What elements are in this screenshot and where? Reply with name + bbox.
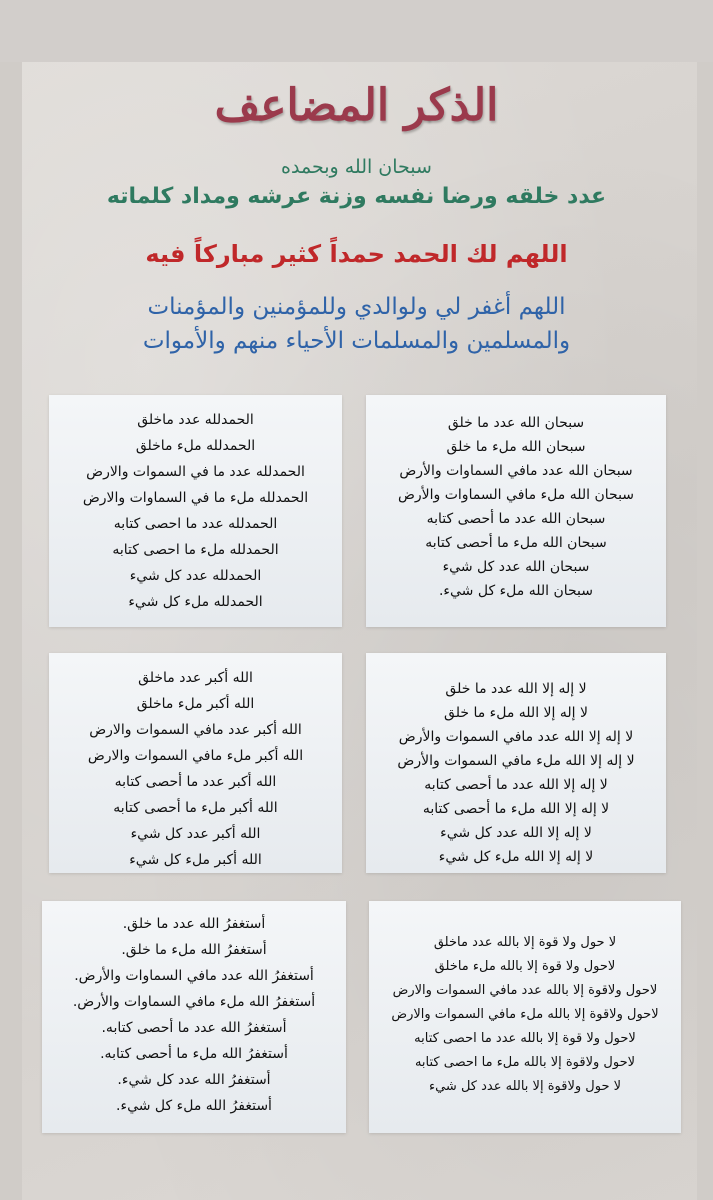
dhikr-line: سبحان الله عدد ما أحصى كتابه bbox=[426, 511, 606, 527]
dhikr-line: لا إله إلا الله عدد كل شيء bbox=[440, 825, 592, 841]
card-istighfar bbox=[42, 901, 346, 1133]
dhikr-line: أستغفرُ الله عدد مافي السماوات والأرض. bbox=[74, 968, 314, 984]
dhikr-line: لا إله إلا الله ملء ما أحصى كتابه bbox=[422, 801, 610, 817]
dhikr-line: الحمدلله ملء ما في السماوات والارض bbox=[82, 490, 309, 506]
dhikr-line: الحمدلله عدد ما في السموات والارض bbox=[86, 464, 305, 480]
dhikr-line: الله أكبر عدد مافي السموات والارض bbox=[89, 722, 302, 738]
dhikr-line: أستغفرُ الله ملء ما خلق. bbox=[121, 942, 267, 958]
dhikr-list bbox=[49, 395, 342, 615]
dhikr-line: الحمدلله ملء ما احصى كتابه bbox=[112, 542, 279, 558]
dhikr-line: سبحان الله ملء ما خلق bbox=[446, 439, 586, 455]
dua-line-2: والمسلمين والمسلمات الأحياء منهم والأموات bbox=[142, 328, 571, 354]
dhikr-line: سبحان الله ملء ما أحصى كتابه bbox=[425, 535, 607, 551]
dhikr-line: أستغفرُ الله عدد ما أحصى كتابه. bbox=[101, 1020, 287, 1036]
top-bar bbox=[0, 0, 713, 62]
subtitle-line-2: عدد خلقه ورضا نفسه وزنة عرشه ومداد كلماته bbox=[106, 184, 607, 209]
dhikr-line: الله أكبر عدد ماخلق bbox=[138, 670, 253, 686]
dhikr-line: الحمدلله عدد كل شيء bbox=[129, 568, 262, 584]
dhikr-list bbox=[369, 901, 681, 1099]
right-border bbox=[697, 62, 713, 1200]
dhikr-line: سبحان الله عدد ما خلق bbox=[447, 415, 585, 431]
dhikr-line: لاحول ولاقوة إلا بالله ملء مافي السموات والارض bbox=[391, 1007, 659, 1022]
hamd-line: اللهم لك الحمد حمداً كثير مباركاً فيه bbox=[145, 240, 568, 268]
dhikr-line: سبحان الله عدد كل شيء bbox=[442, 559, 590, 575]
dhikr-line: أستغفرُ الله ملء ما أحصى كتابه. bbox=[100, 1046, 288, 1062]
card-tahlil bbox=[366, 653, 666, 873]
dhikr-line: لا إله إلا الله ملء مافي السموات والأرض bbox=[397, 753, 635, 769]
dhikr-list bbox=[42, 901, 346, 1119]
card-takbir bbox=[49, 653, 342, 873]
dhikr-line: الله أكبر ملء ما أحصى كتابه bbox=[113, 800, 278, 816]
dhikr-line: لاحول ولاقوة إلا بالله عدد مافي السموات والارض bbox=[392, 983, 658, 998]
dhikr-line: أستغفرُ الله عدد كل شيء. bbox=[117, 1072, 271, 1088]
dhikr-line: الحمدلله ملء كل شيء bbox=[128, 594, 263, 610]
dhikr-line: لاحول ولا قوة إلا بالله ملء ماخلق bbox=[434, 959, 616, 974]
subtitle-line-1: سبحان الله وبحمده bbox=[281, 156, 432, 178]
dhikr-line: الله أكبر عدد ما أحصى كتابه bbox=[114, 774, 277, 790]
dhikr-line: الله أكبر عدد كل شيء bbox=[130, 826, 261, 842]
dhikr-line: الحمدلله عدد ما احصى كتابه bbox=[113, 516, 278, 532]
dhikr-line: لا إله إلا الله ملء كل شيء bbox=[438, 849, 594, 865]
dhikr-list bbox=[49, 653, 342, 873]
card-tahmid bbox=[49, 395, 342, 627]
dhikr-line: سبحان الله ملء مافي السماوات والأرض bbox=[397, 487, 635, 503]
dhikr-line: الحمدلله عدد ماخلق bbox=[137, 412, 254, 428]
dhikr-line: لا إله إلا الله عدد ما أحصى كتابه bbox=[424, 777, 608, 793]
dhikr-list bbox=[366, 395, 666, 603]
dhikr-line: لا حول ولاقوة إلا بالله عدد كل شيء bbox=[428, 1079, 622, 1094]
dhikr-line: الله أكبر ملء كل شيء bbox=[129, 852, 262, 868]
dhikr-line: الله أكبر ملء ماخلق bbox=[136, 696, 255, 712]
dhikr-line: لا إله إلا الله عدد ما خلق bbox=[445, 681, 587, 697]
dhikr-line: سبحان الله ملء كل شيء. bbox=[438, 583, 594, 599]
dhikr-line: لا إله إلا الله عدد مافي السموات والأرض bbox=[398, 729, 634, 745]
dhikr-line: الحمدلله ملء ماخلق bbox=[135, 438, 256, 454]
left-border bbox=[0, 62, 22, 1200]
dhikr-line: لا حول ولا قوة إلا بالله عدد ماخلق bbox=[433, 935, 617, 950]
dhikr-line: لاحول ولا قوة إلا بالله عدد ما احصى كتابه bbox=[414, 1031, 636, 1046]
dua-line-1: اللهم أغفر لي ولوالدي وللمؤمنين والمؤمنات bbox=[147, 294, 566, 320]
page-title: الذكر المضاعف bbox=[214, 80, 499, 131]
dhikr-line: لاحول ولاقوة إلا بالله ملء ما احصى كتابه bbox=[414, 1055, 636, 1070]
dhikr-line: سبحان الله عدد مافي السماوات والأرض bbox=[399, 463, 633, 479]
card-tasbih bbox=[366, 395, 666, 627]
card-hawqala bbox=[369, 901, 681, 1133]
dhikr-line: أستغفرُ الله عدد ما خلق. bbox=[122, 916, 266, 932]
dhikr-line: لا إله إلا الله ملء ما خلق bbox=[444, 705, 588, 721]
dhikr-line: أستغفرُ الله ملء مافي السماوات والأرض. bbox=[72, 994, 316, 1010]
dhikr-list bbox=[366, 653, 666, 869]
dhikr-line: الله أكبر ملء مافي السموات والارض bbox=[87, 748, 304, 764]
dhikr-line: أستغفرُ الله ملء كل شيء. bbox=[116, 1098, 272, 1114]
